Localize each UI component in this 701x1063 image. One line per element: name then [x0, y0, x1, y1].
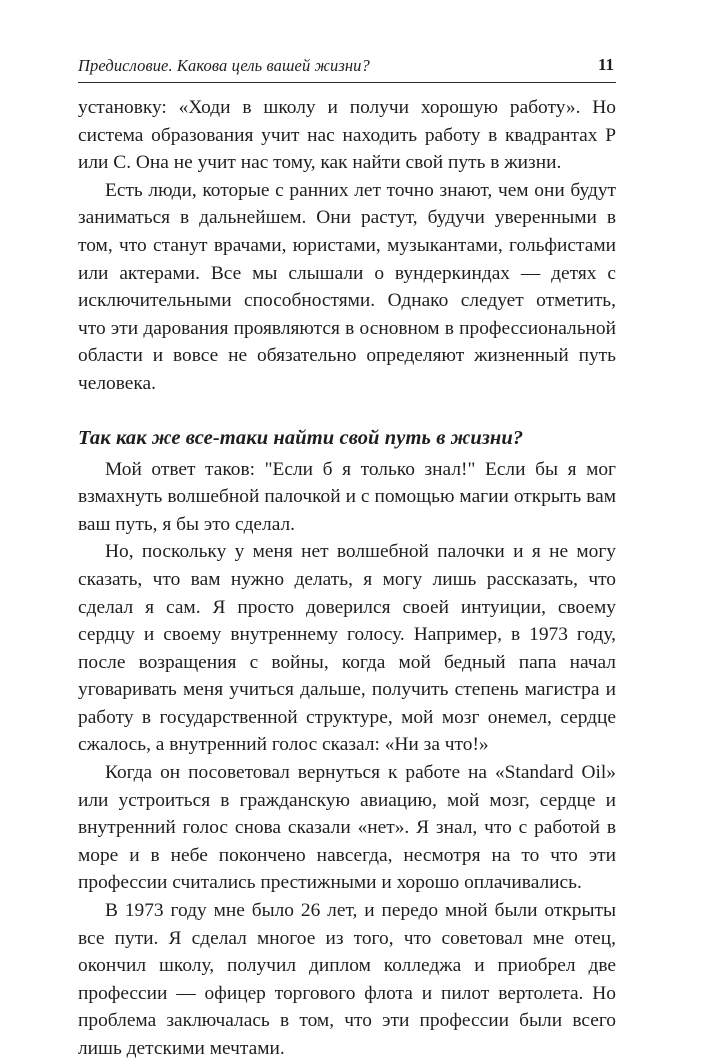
- paragraph-continued: установку: «Ходи в школу и получи хорошую работу». Но система образования учит нас находить работу в квадрантах Р или С. Она не учит нас тому, как найти свой путь в жизни.: [78, 97, 616, 174]
- page-number: 11: [597, 55, 614, 74]
- paragraph: Мой ответ таков: "Если б я только знал!" Если бы я мог взмахнуть волшебной палочкой и с помощью магии открыть вам ваш путь, я бы это сделал.: [78, 458, 616, 535]
- paragraph: Когда он посоветовал вернуться к работе на «Standard Oil» или устроиться в гражданскую авиацию, мой мозг, сердце и внутренний голос снова сказали «нет». Я знал, что с работой в море и в небе покончено навсегда, несмотря на то что эти профессии считались престижными и хорошо оплачивались.: [78, 762, 616, 894]
- paragraph: Есть люди, которые с ранних лет точно знают, чем они будут заниматься в дальнейшем. Они растут, будучи уверенными в том, что станут врачами, юристами, музыкантами, гольфистами или актерами. Все мы слышали о вундеркиндах — детях с исключительными способностями. Однако следует отметить, что эти дарования проявляются в основном в профессиональной области и вовсе не обязательно определяют жизненный путь человека.: [78, 179, 616, 394]
- paragraph: В 1973 году мне было 26 лет, и передо мной были открыты все пути. Я сделал многое из того, что советовал мне отец, окончил школу, получил диплом колледжа и приобрел две профессии — офицер торгового флота и пилот вертолета. Но проблема заключалась в том, что эти профессии были всего лишь детскими мечтами.: [78, 900, 616, 1059]
- section-heading: Так как же все-таки найти свой путь в жизни?: [78, 426, 524, 449]
- running-title: Предисловие. Какова цель вашей жизни?: [78, 56, 370, 75]
- body-text: [78, 94, 616, 1063]
- running-header: [78, 48, 616, 83]
- book-page: [78, 48, 616, 1059]
- paragraph: Но, поскольку у меня нет волшебной палочки и я не могу сказать, что вам нужно делать, я могу лишь рассказать, что сделал я сам. Я просто доверился своей интуиции, своему сердцу и своему внутреннему голосу. Например, в 1973 году, после возращения с войны, когда мой бедный папа начал уговаривать меня учиться дальше, получить степень магистра и работу в государственной структуре, мой мозг онемел, сердце сжалось, а внутренний голос сказал: «Ни за что!»: [78, 541, 616, 756]
